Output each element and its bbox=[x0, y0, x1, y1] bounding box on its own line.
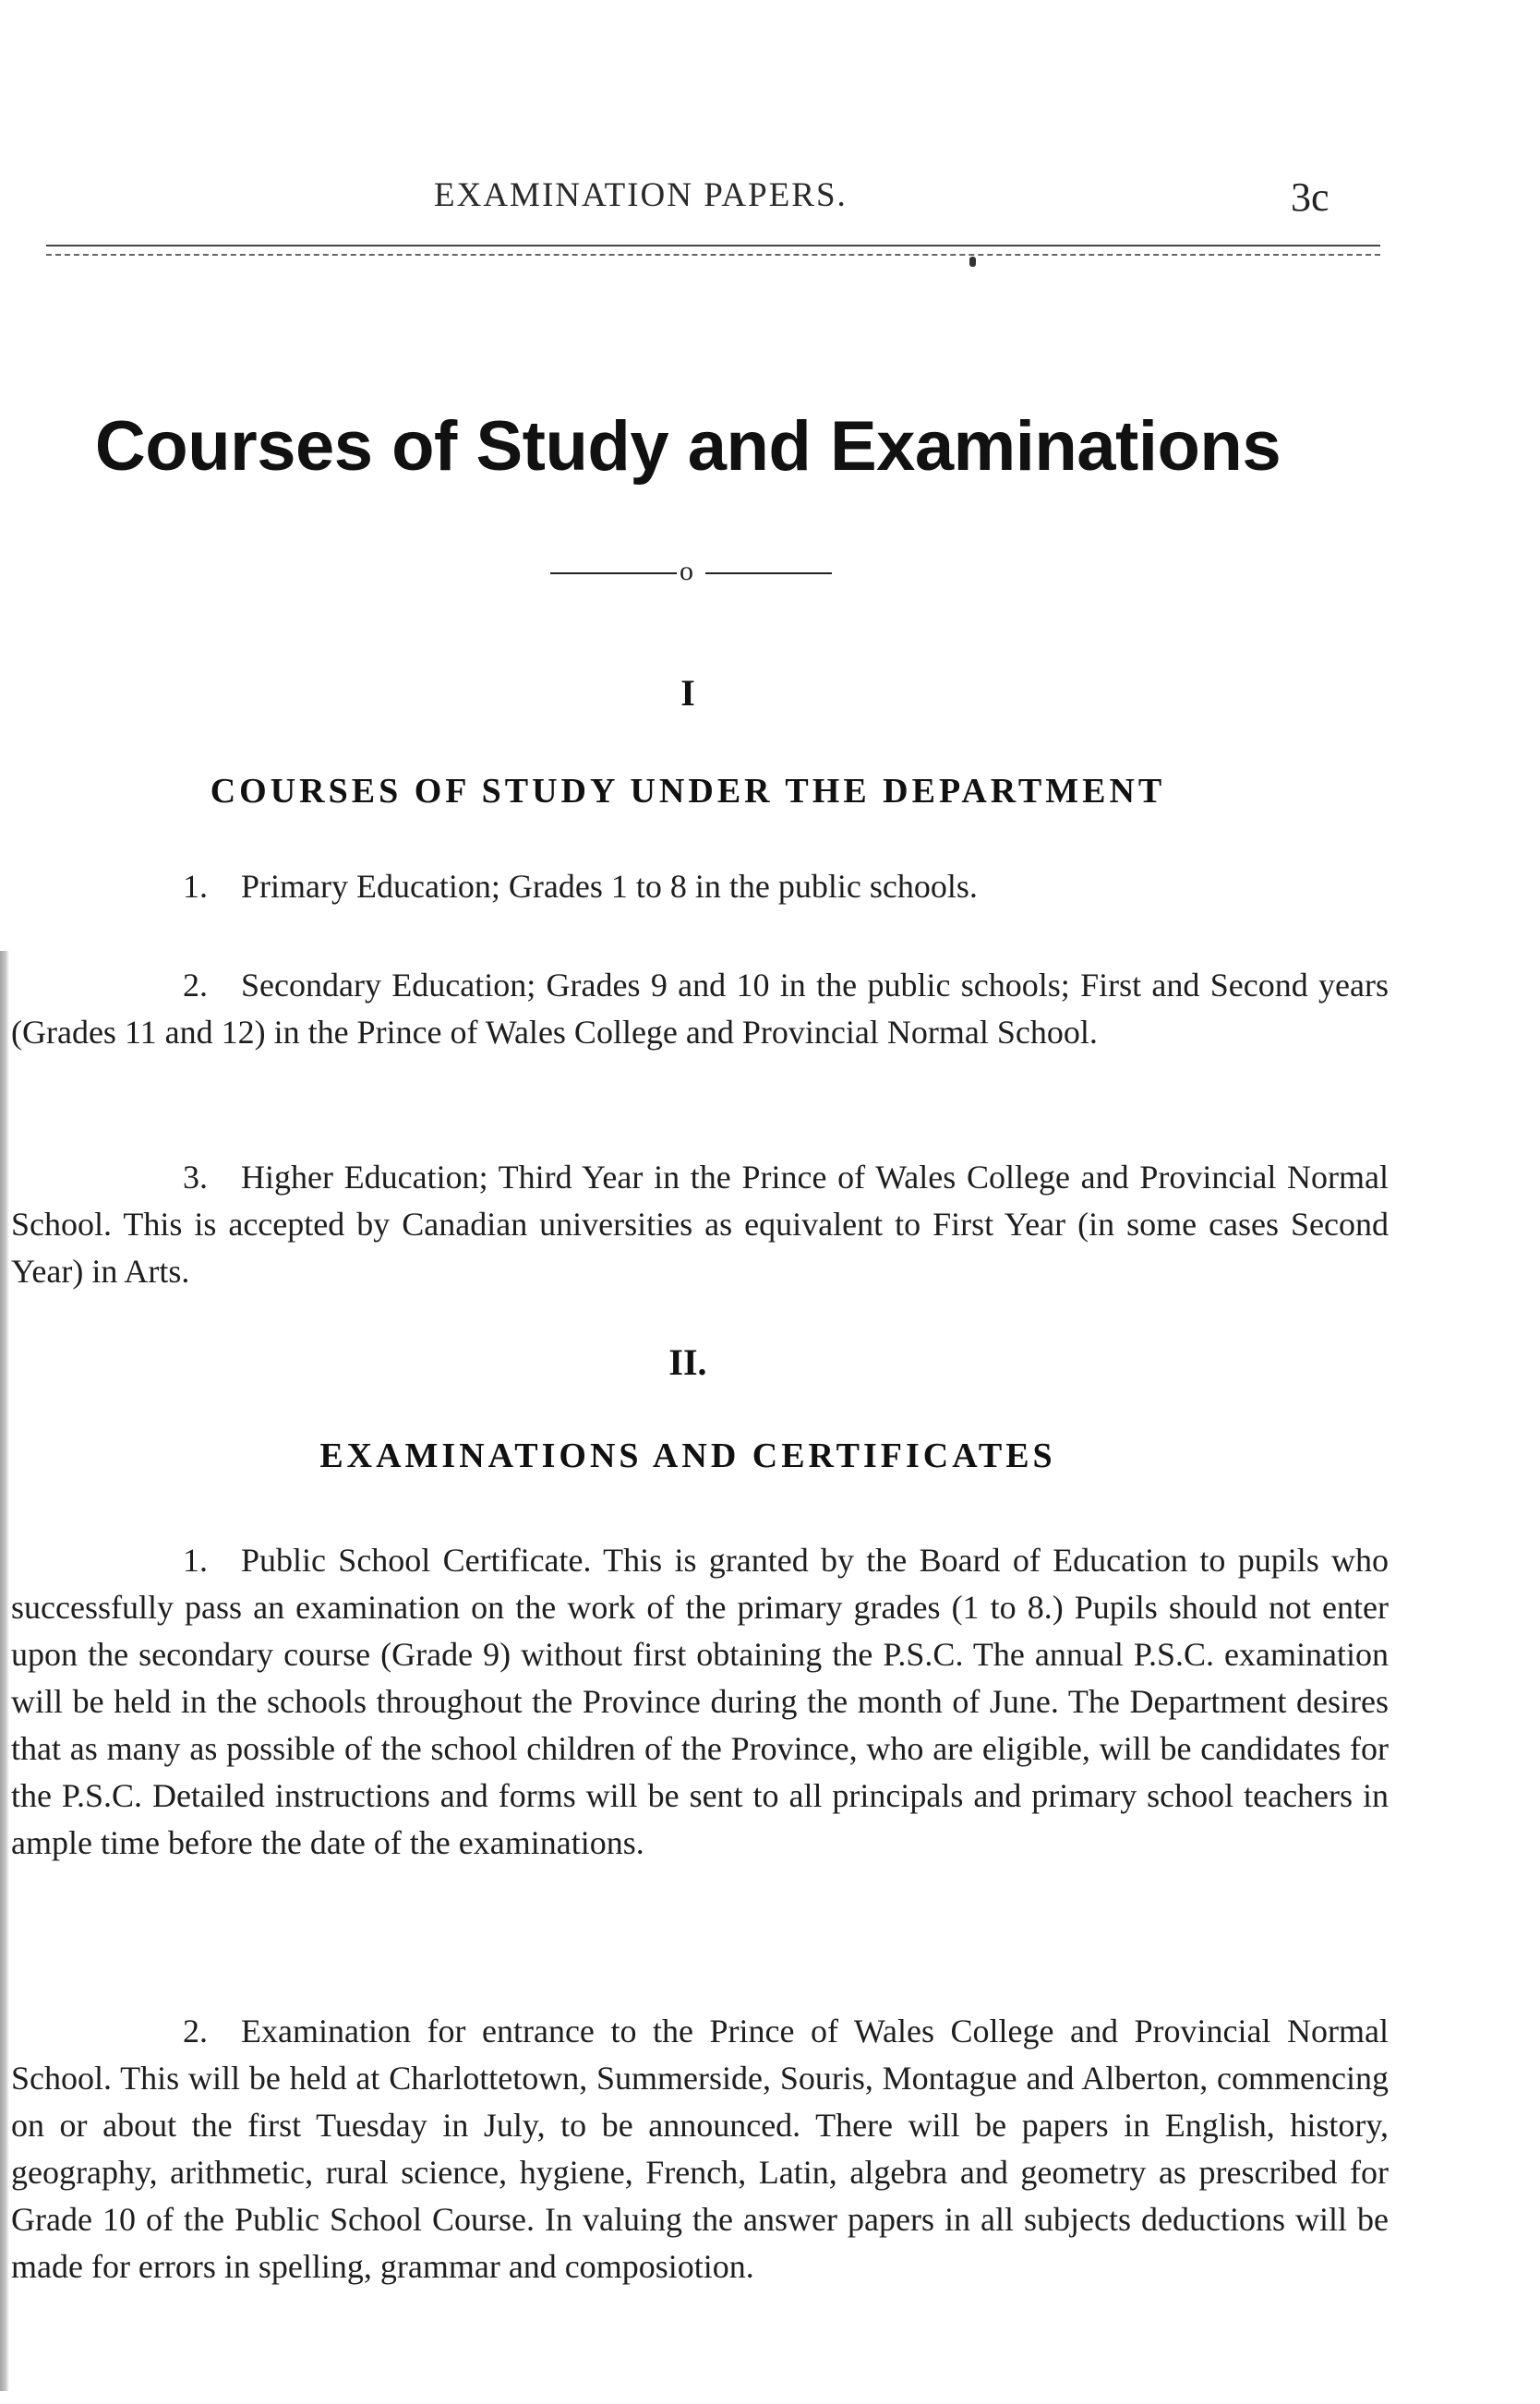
title-divider bbox=[550, 556, 836, 586]
header-rule-mark bbox=[969, 257, 976, 267]
paragraph-primary-education: 1. Primary Education; Grades 1 to 8 in the public schools. bbox=[183, 868, 978, 905]
running-header bbox=[0, 175, 1540, 231]
header-rule-dashed bbox=[46, 254, 1380, 256]
paragraph-public-school-certificate: 1. Public School Certificate. This is granted by the Board of Education to pupils who successfully pass an examination on the work of the primary grades (1 to 8.) Pupils should not enter upon the secondary course (Grade 9) without first obtaining the P.S.C. The annual P.S.C. examination will be held in the schools throughout the Province during the month of June. The Department desires that as many as possible of the school children of the Province, who are eligible, will be candidates for the P.S.C. Detailed instructions and forms will be sent to all principals and primary school teachers in ample time before the date of the examinations. bbox=[11, 1542, 1389, 1861]
paragraph-entrance-examination: 2. Examination for entrance to the Prince of Wales College and Provincial Normal School. This will be held at Charlottetown, Summerside, Souris, Montague and Alberton, commencing on or about the first Tuesday in July, to be announced. There will be papers in English, history, geography, arithmetic, rural science, hygiene, French, Latin, algebra and geometry as prescribed for Grade 10 of the Public School Course. In valuing the answer papers in all subjects deductions will be made for errors in spelling, grammar and composiotion. bbox=[11, 2013, 1389, 2285]
divider-ornament: o bbox=[680, 556, 693, 586]
page-title: Courses of Study and Examinations bbox=[94, 407, 1281, 486]
section-numeral-1: I bbox=[680, 672, 695, 714]
divider-line-left bbox=[550, 572, 677, 574]
section-numeral-2: II. bbox=[668, 1341, 707, 1383]
page-number: 3c bbox=[1291, 174, 1329, 220]
paragraph-higher-education: 3. Higher Education; Third Year in the Prince of Wales College and Provincial Normal School. This is accepted by Canadian universities as equivalent to First Year (in some cases Second Year) in Arts. bbox=[11, 1159, 1389, 1290]
paragraph-secondary-education: 2. Secondary Education; Grades 9 and 10 in the public schools; First and Second years (Grades 11 and 12) in the Prince of Wales College and Provincial Normal School. bbox=[11, 967, 1389, 1051]
running-title: EXAMINATION PAPERS. bbox=[434, 176, 848, 214]
section-heading-examinations: EXAMINATIONS AND CERTIFICATES bbox=[319, 1436, 1056, 1475]
divider-line-right bbox=[705, 572, 832, 574]
header-rule-solid bbox=[46, 245, 1380, 246]
section-heading-courses: COURSES OF STUDY UNDER THE DEPARTMENT bbox=[210, 772, 1166, 811]
binding-shadow bbox=[0, 951, 9, 2391]
